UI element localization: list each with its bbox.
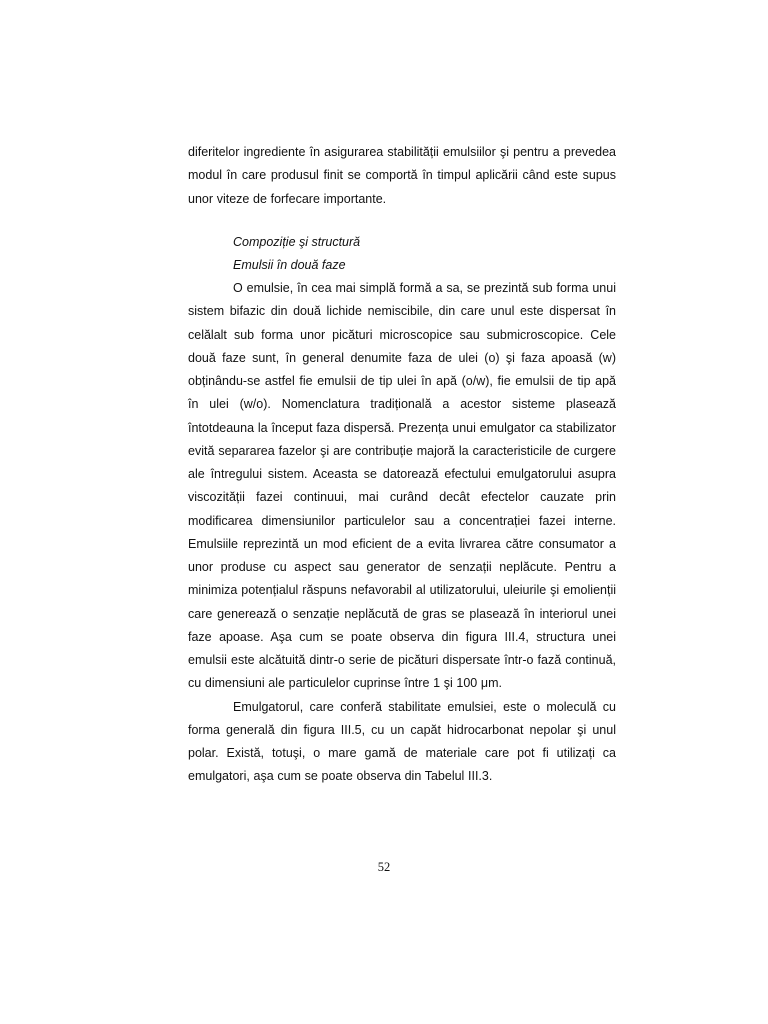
subsection-heading: Emulsii în două faze xyxy=(233,258,346,272)
paragraph-emulsion-definition: O emulsie, în cea mai simplă formă a sa, se prezintă sub forma unui sistem bifazic din două lichide nemiscibile, din care unul este dispersat în celălalt sub forma unor picături microscopice sau submicroscopice. Cele două faze sunt, în general denumite faza de ulei (o) şi faza apoasă (w) obținându-se astfel fie emulsii de tip ulei în apă (o/w), fie emulsii de tip apă în ulei (w/o). Nomenclatura tradițională a acestor sisteme plasează întotdeauna la început faza dispersă. Prezența unui emulgator ca stabilizator evită separarea fazelor şi are contribuție majoră la caracteristicile de curgere ale întregului sistem. Aceasta se datorează efectului emulgatorului asupra viscozității fazei continuui, mai curând decât efectelor cauzate prin modificarea dimensiunilor particulelor sau a concentrației fazei interne. Emulsiile reprezintă un mod eficient de a evita livrarea către consumator a unor produse cu aspect sau generator de senzații neplăcute. Pentru a minimiza potențialul răspuns nefavorabil al utilizatorului, uleiurile şi emolienții care generează o senzație neplăcută de gras se plasează în interiorul unei faze apoase. Aşa cum se poate observa din figura III.4, structura unei emulsii este alcătuită dintr-o serie de picături dispersate într-o fază continuă, cu dimensiuni ale particulelor cuprinse între 1 şi 100 μm. xyxy=(188,281,616,691)
section-heading: Compoziție şi structură xyxy=(233,235,361,249)
intro-paragraph: diferitelor ingrediente în asigurarea stabilității emulsiilor şi pentru a prevedea modul în care produsul finit se comportă în timpul aplicării când este supus unor viteze de forfecare importante. xyxy=(188,145,616,206)
paragraph-emulsifier: Emulgatorul, care conferă stabilitate emulsiei, este o moleculă cu forma generală din figura III.5, cu un capăt hidrocarbonat nepolar şi unul polar. Există, totuşi, o mare gamă de materiale care pot fi utilizați ca emulgatori, aşa cum se poate observa din Tabelul III.3. xyxy=(188,699,616,784)
intro-text xyxy=(188,141,616,211)
page-number: 52 xyxy=(377,860,391,874)
body-text xyxy=(188,277,616,789)
